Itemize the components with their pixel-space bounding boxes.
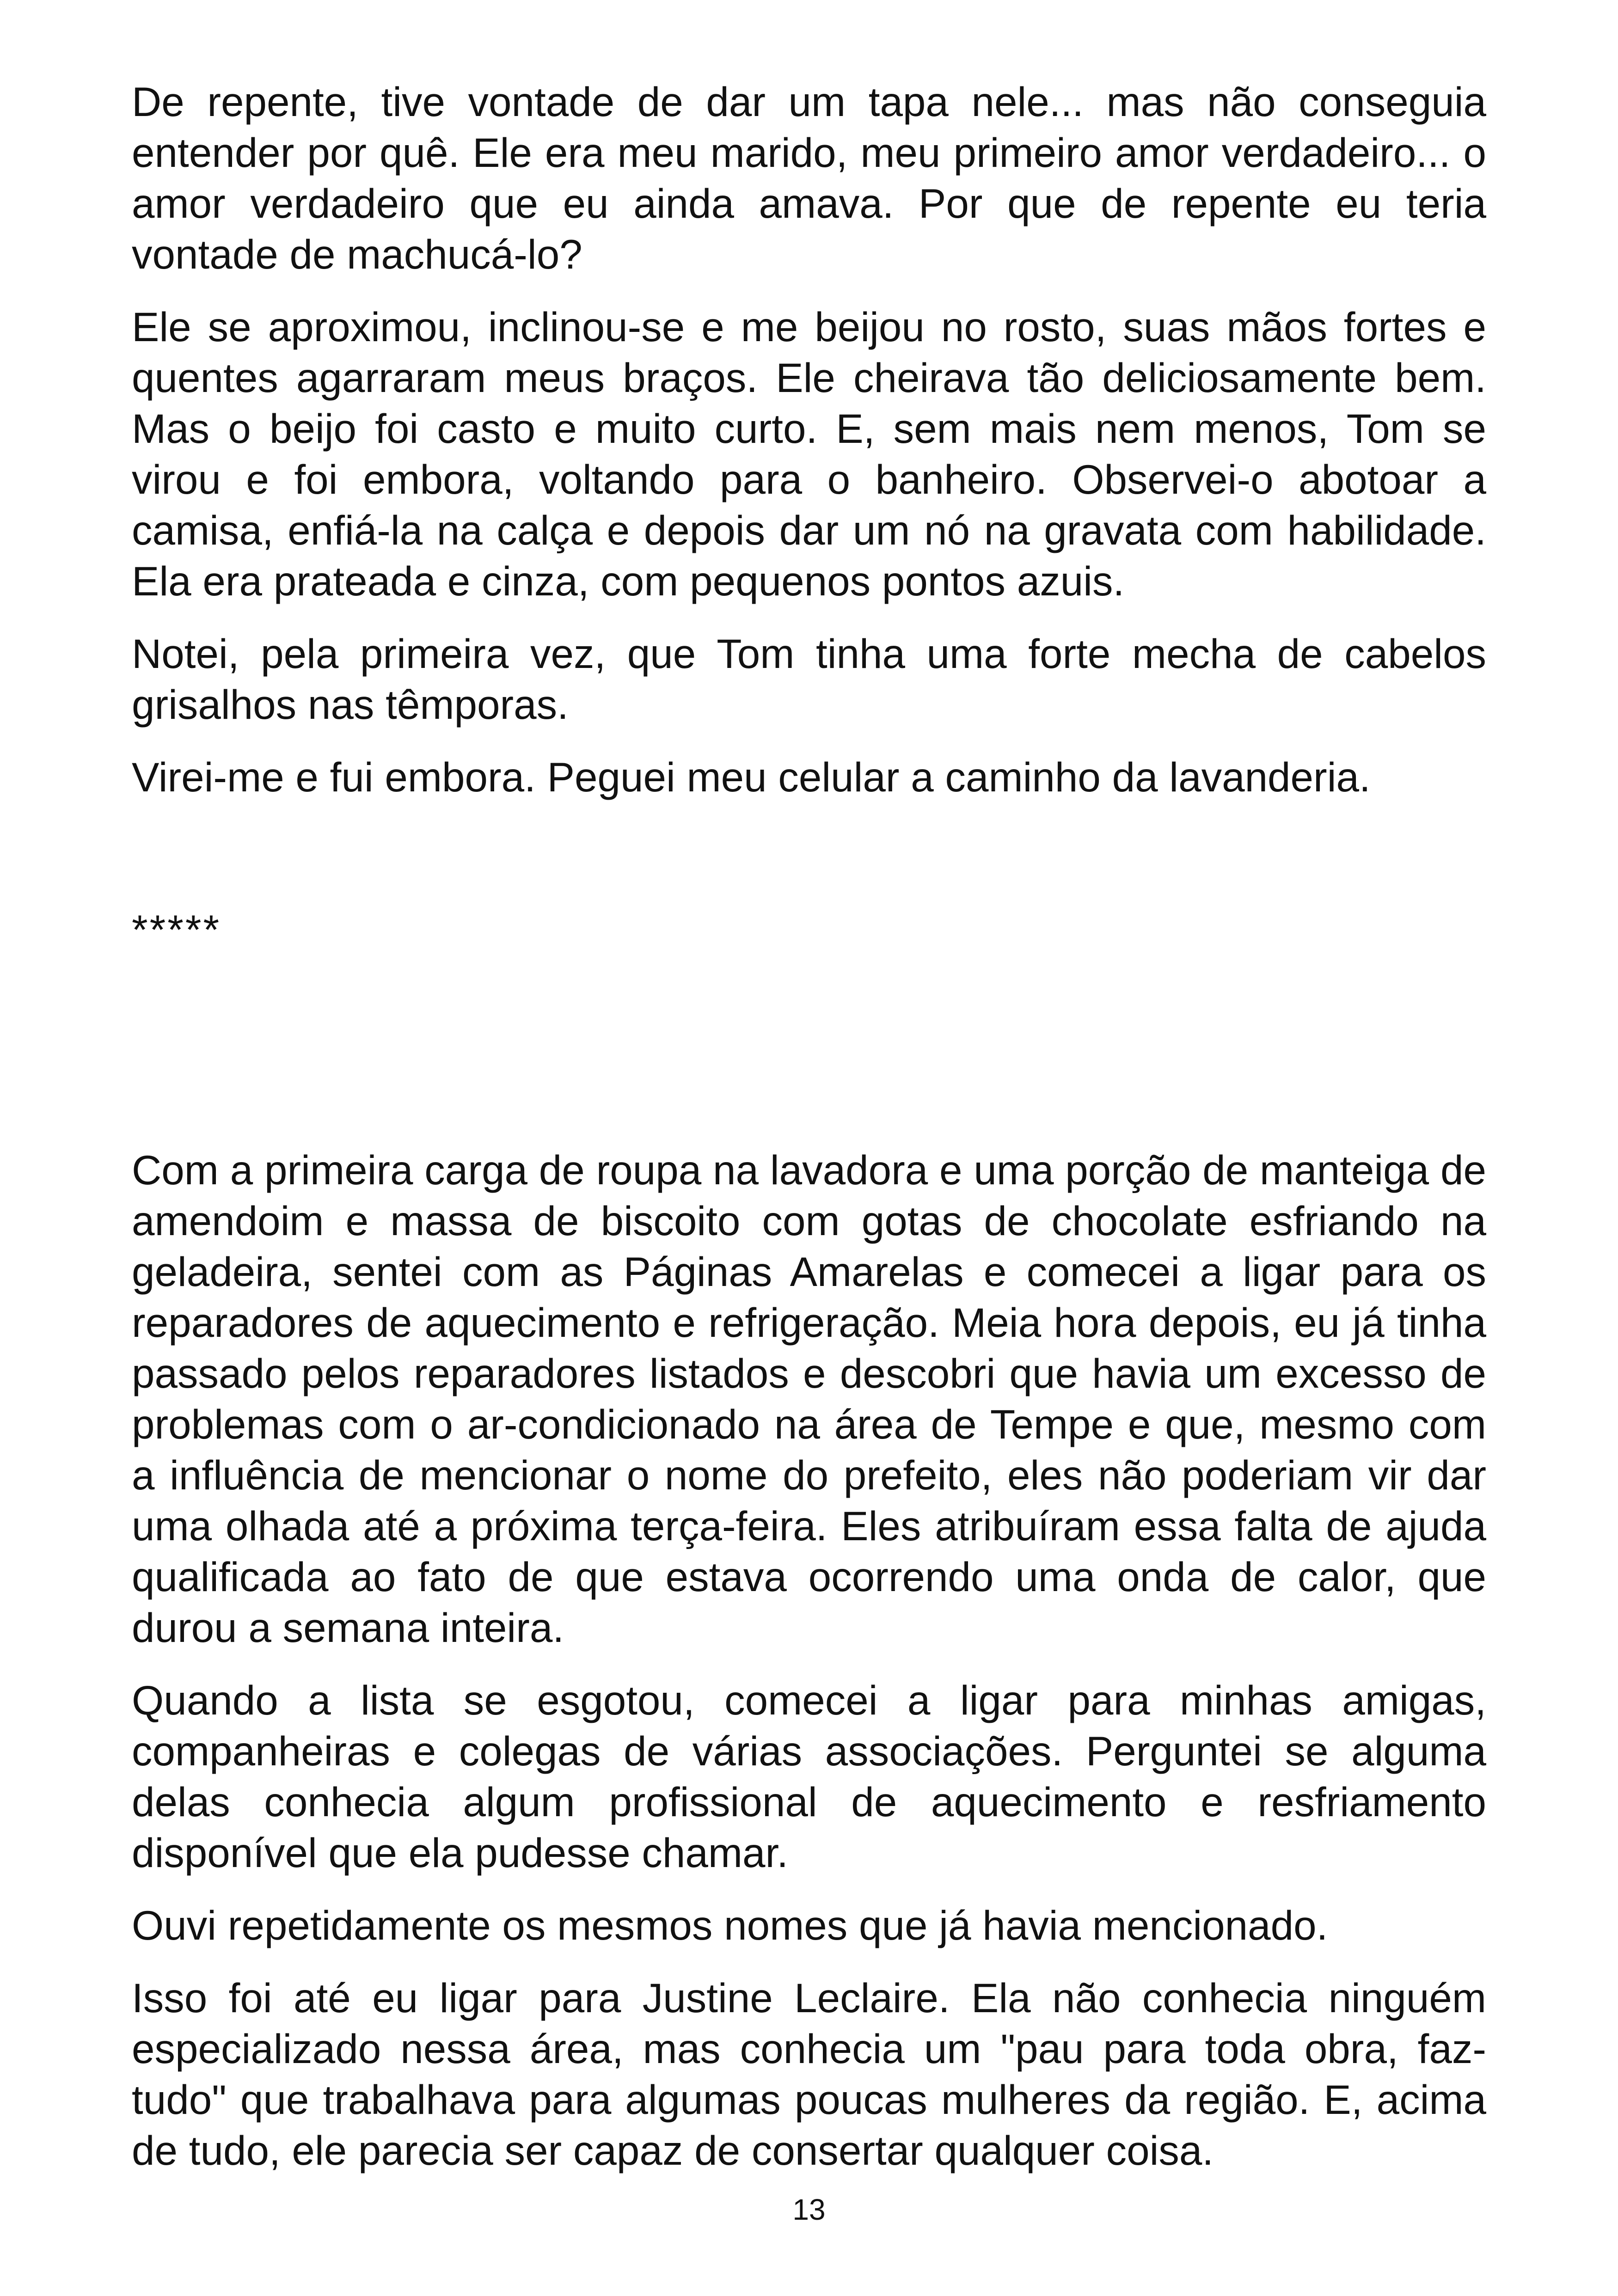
paragraph: Notei, pela primeira vez, que Tom tinha uma forte mecha de cabelos grisalhos nas têmporas. (132, 631, 1486, 728)
paragraph: Isso foi até eu ligar para Justine Leclaire. Ela não conhecia ninguém especializado nessa área, mas conhecia um "pau para toda obra, faz-tudo" que trabalhava para algumas poucas mulheres da região. E, acima de tudo, ele parecia ser capaz de consertar qualquer coisa. (132, 1975, 1486, 2174)
paragraph: Virei-me e fui embora. Peguei meu celular a caminho da lavanderia. (132, 754, 1371, 800)
paragraph: Ouvi repetidamente os mesmos nomes que já havia mencionado. (132, 1902, 1328, 1948)
paragraph: De repente, tive vontade de dar um tapa nele... mas não conseguia entender por quê. Ele era meu marido, meu primeiro amor verdadeiro... o amor verdadeiro que eu ainda amava. Por que de repente eu teria vontade de machucá-lo? (132, 79, 1486, 277)
page-body (132, 76, 1486, 2198)
paragraph: Ele se aproximou, inclinou-se e me beijou no rosto, suas mãos fortes e quentes agarraram meus braços. Ele cheirava tão deliciosamente bem. Mas o beijo foi casto e muito curto. E, sem mais nem menos, Tom se virou e foi embora, voltando para o banheiro. Observei-o abotoar a camisa, enfiá-la na calça e depois dar um nó na gravata com habilidade. Ela era prateada e cinza, com pequenos pontos azuis. (132, 304, 1486, 604)
paragraph: Com a primeira carga de roupa na lavadora e uma porção de manteiga de amendoim e massa de biscoito com gotas de chocolate esfriando na geladeira, sentei com as Páginas Amarelas e comecei a ligar para os reparadores de aquecimento e refrigeração. Meia hora depois, eu já tinha passado pelos reparadores listados e descobri que havia um excesso de problemas com o ar-condicionado na área de Tempe e que, mesmo com a influência de mencionar o nome do prefeito, eles não poderiam vir dar uma olhada até a próxima terça-feira. Eles atribuíram essa falta de ajuda qualificada ao fato de que estava ocorrendo uma onda de calor, que durou a semana inteira. (132, 1147, 1486, 1651)
page-number: 13 (792, 2193, 826, 2226)
paragraph: Quando a lista se esgotou, comecei a ligar para minhas amigas, companheiras e colegas de várias associações. Perguntei se alguma delas conhecia algum profissional de aquecimento e resfriamento disponível que ela pudesse chamar. (132, 1677, 1486, 1876)
section-separator: ***** (132, 906, 221, 953)
